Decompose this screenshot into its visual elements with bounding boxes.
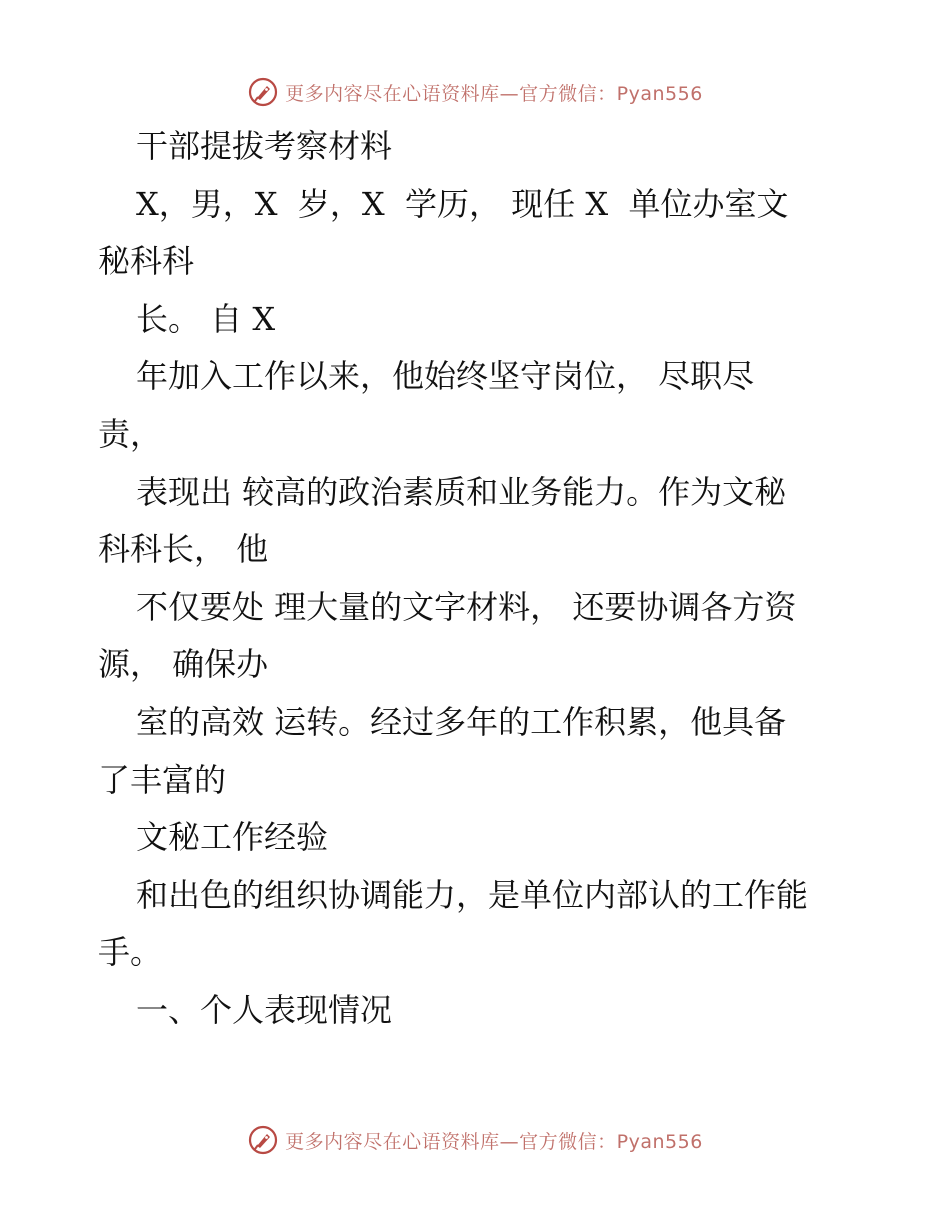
doc-line: 科科长， 他	[98, 530, 269, 569]
banner-text: 更多内容尽在心语资料库—官方微信：Pyan556	[285, 1130, 703, 1153]
doc-line: 责，	[98, 414, 163, 453]
doc-line: 文秘工作经验	[136, 818, 329, 857]
doc-line: X，男，X 岁，X 学历， 现任 X 单位办室文	[136, 184, 789, 223]
doc-line: 秘科科	[98, 242, 195, 281]
doc-line: 表现出 较高的政治素质和业务能力。作为文秘	[136, 472, 787, 511]
doc-line: 了丰富的	[98, 760, 227, 799]
doc-line: 不仅要处 理大量的文字材料， 还要协调各方资	[136, 587, 797, 626]
doc-title: 干部提拔考察材料	[136, 127, 393, 165]
pen-nib-logo-icon	[247, 1124, 279, 1156]
doc-line: 年加入工作以来，他始终坚守岗位， 尽职尽	[136, 357, 755, 396]
footer-banner	[0, 1120, 950, 1160]
section-heading: 一、个人表现情况	[136, 990, 393, 1029]
header-banner	[0, 72, 950, 112]
pen-nib-logo-icon	[247, 76, 279, 108]
doc-line: 源， 确保办	[98, 645, 269, 684]
doc-line: 和出色的组织协调能力，是单位内部认的工作能	[136, 875, 809, 914]
document-body	[98, 118, 858, 1040]
doc-line: 室的高效 运转。经过多年的工作积累，他具备	[136, 702, 787, 741]
doc-line: 手。	[98, 933, 163, 972]
banner-text: 更多内容尽在心语资料库—官方微信：Pyan556	[285, 82, 703, 105]
doc-line: 长。 自 X	[136, 299, 276, 338]
